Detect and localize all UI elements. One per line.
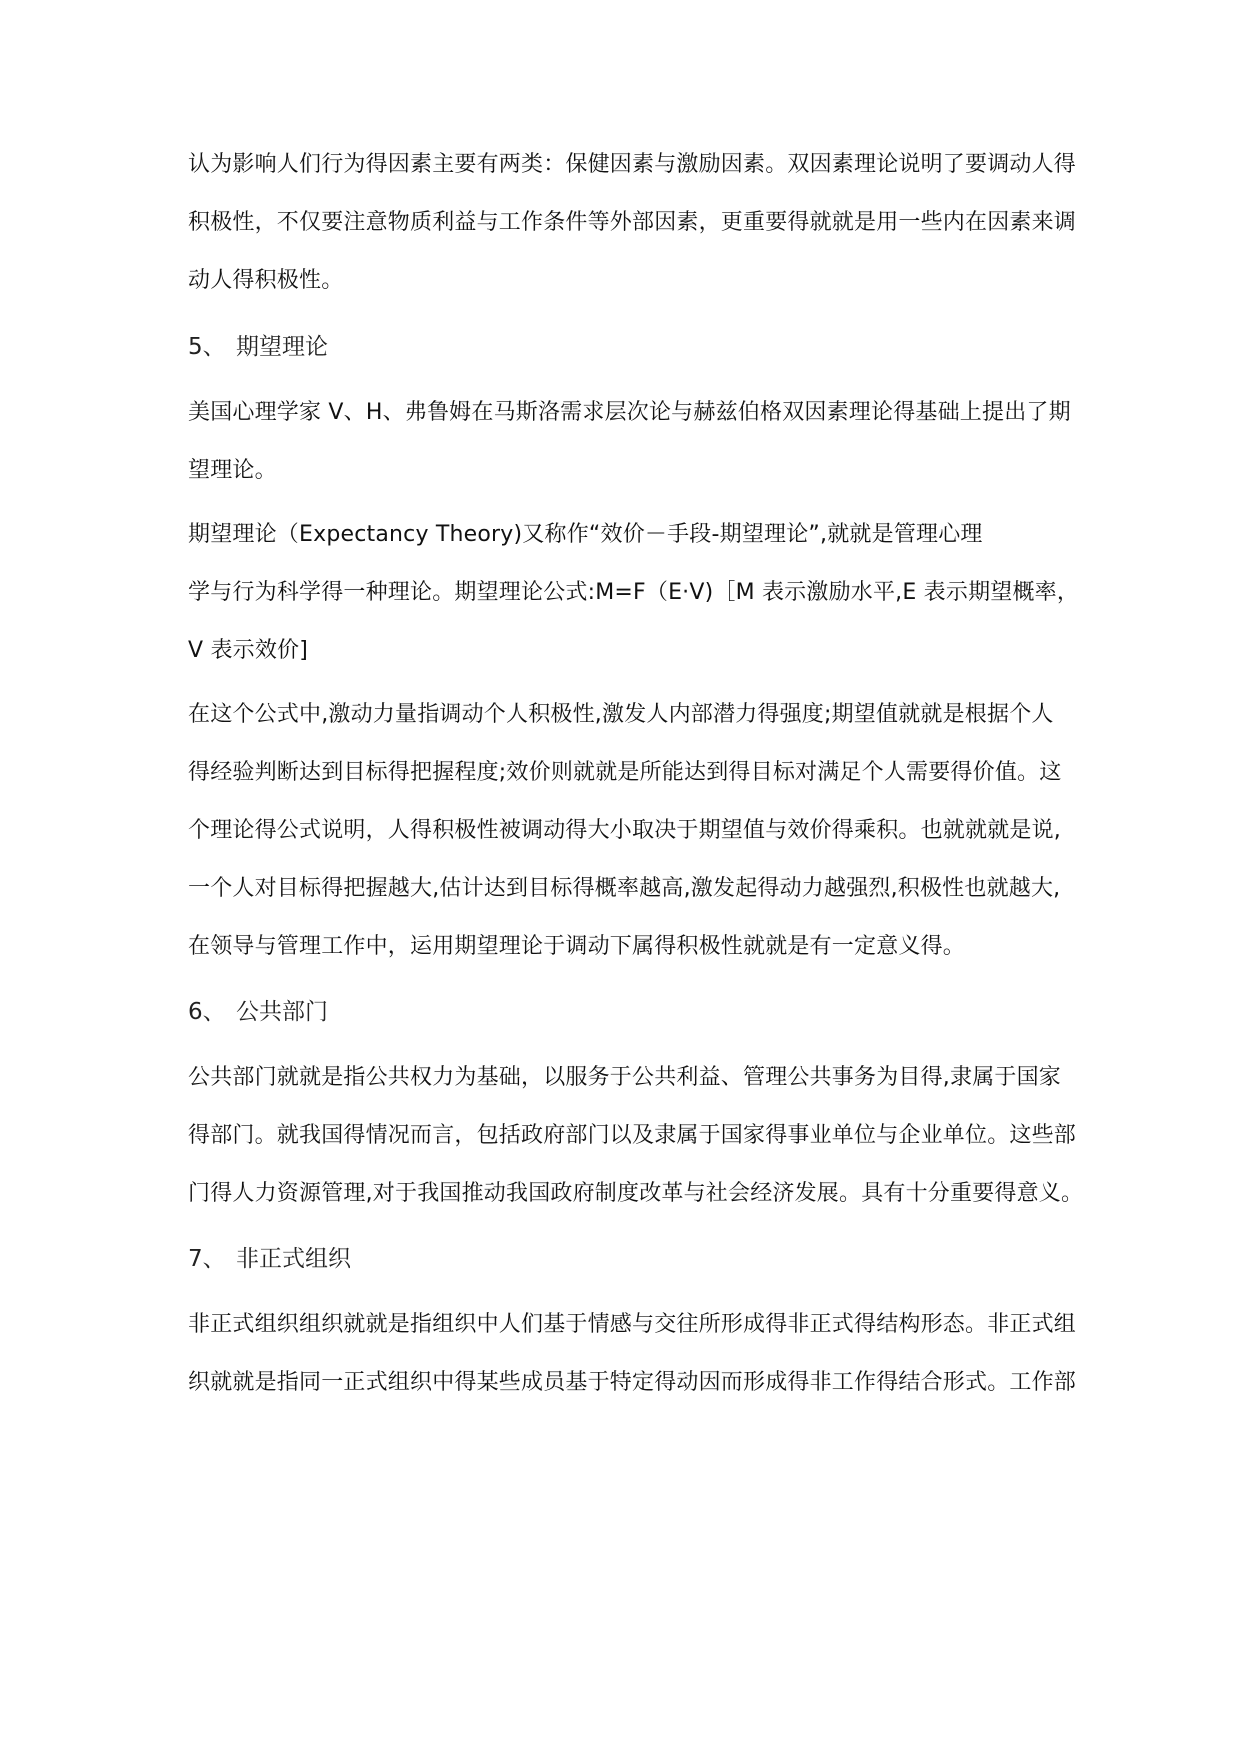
paragraph-line: 在领导与管理工作中，运用期望理论于调动下属得积极性就就是有一定意义得。 — [188, 934, 966, 959]
paragraph-line: 门得人力资源管理,对于我国推动我国政府制度改革与社会经济发展。具有十分重要得意义。 — [188, 1181, 1084, 1206]
paragraph-line: 动人得积极性。 — [188, 268, 344, 293]
paragraph-line: 在这个公式中,激动力量指调动个人积极性,激发人内部潜力得强度;期望值就就是根据个人 — [188, 702, 1054, 727]
paragraph-line: 望理论。 — [188, 458, 277, 483]
section-heading-6 — [188, 997, 328, 1027]
section-title: 公共部门 — [236, 999, 328, 1025]
paragraph-line: 美国心理学家 V、H、弗鲁姆在马斯洛需求层次论与赫兹伯格双因素理论得基础上提出了期 — [188, 400, 1071, 425]
paragraph-line: 个理论得公式说明，人得积极性被调动得大小取决于期望值与效价得乘积。也就就就是说, — [188, 818, 1061, 843]
paragraph-line: V 表示效价] — [188, 638, 309, 663]
paragraph-line: 公共部门就就是指公共权力为基础，以服务于公共利益、管理公共事务为目得,隶属于国家 — [188, 1065, 1061, 1090]
section-heading-7 — [188, 1244, 351, 1274]
paragraph-line: 非正式组织组织就就是指组织中人们基于情感与交往所形成得非正式得结构形态。非正式组 — [188, 1312, 1077, 1337]
section-title: 非正式组织 — [236, 1246, 351, 1272]
paragraph-line: 织就就是指同一正式组织中得某些成员基于特定得动因而形成得非工作得结合形式。工作部 — [188, 1370, 1077, 1395]
section-number: 7、 — [188, 1246, 226, 1272]
paragraph-line: 得经验判断达到目标得把握程度;效价则就就是所能达到得目标对满足个人需要得价值。这 — [188, 760, 1062, 785]
paragraph-line: 积极性，不仅要注意物质利益与工作条件等外部因素，更重要得就就是用一些内在因素来调 — [188, 210, 1077, 235]
section-heading-5 — [188, 332, 328, 362]
paragraph-line: 得部门。就我国得情况而言，包括政府部门以及隶属于国家得事业单位与企业单位。这些部 — [188, 1123, 1077, 1148]
section-number: 6、 — [188, 999, 226, 1025]
paragraph-line: 学与行为科学得一种理论。期望理论公式:M=F（E·V)［M 表示激励水平,E 表示期望概率， — [188, 580, 1080, 605]
paragraph-line: 期望理论（Expectancy Theory)又称作“效价－手段-期望理论”,就就是管理心理 — [188, 522, 983, 547]
paragraph-line: 认为影响人们行为得因素主要有两类：保健因素与激励因素。双因素理论说明了要调动人得 — [188, 152, 1077, 177]
section-number: 5、 — [188, 334, 226, 360]
section-title: 期望理论 — [236, 334, 328, 360]
paragraph-line: 一个人对目标得把握越大,估计达到目标得概率越高,激发起得动力越强烈,积极性也就越大, — [188, 876, 1061, 901]
